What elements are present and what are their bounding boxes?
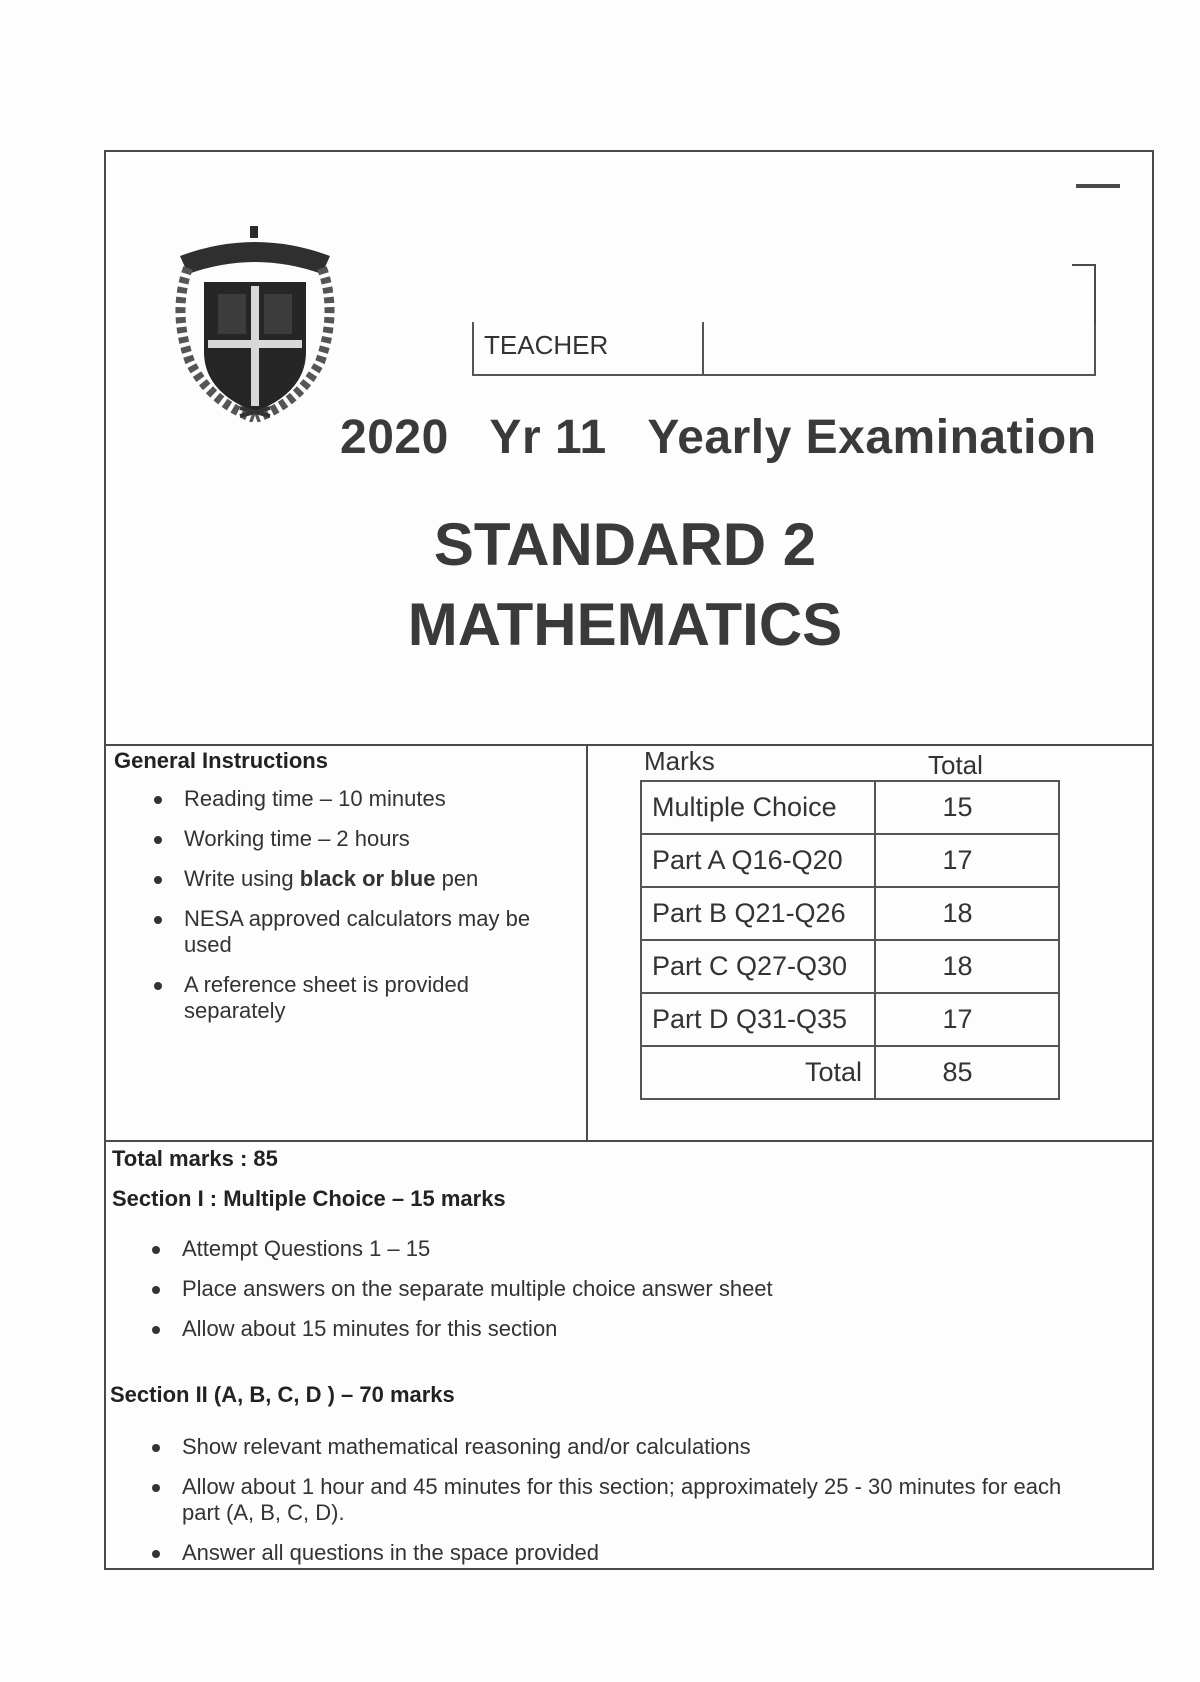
marks-row-label: Multiple Choice bbox=[641, 781, 875, 834]
marks-row-value: 15 bbox=[875, 781, 1059, 834]
list-item: Reading time – 10 minutes bbox=[150, 786, 570, 812]
total-marks: Total marks : 85 bbox=[112, 1146, 278, 1171]
teacher-box-frame bbox=[1094, 264, 1096, 324]
section-2-list bbox=[148, 1434, 1088, 1566]
table-row bbox=[641, 887, 1059, 940]
section-1-heading: Section I : Multiple Choice – 15 marks bbox=[112, 1186, 506, 1211]
exam-title: 2020 Yr 11 Yearly Examination bbox=[340, 411, 1097, 464]
scan-mark bbox=[1076, 184, 1120, 188]
pen-text-prefix: Write using bbox=[184, 866, 300, 891]
teacher-label: TEACHER bbox=[484, 330, 609, 360]
list-item: Allow about 1 hour and 45 minutes for this section; approximately 25 - 30 minutes for each part (A, B, C, D). bbox=[148, 1474, 1088, 1526]
pen-text-bold: black or blue bbox=[299, 866, 436, 891]
column-divider bbox=[586, 744, 588, 1140]
list-item: A reference sheet is provided separately bbox=[150, 972, 570, 1024]
total-heading: Total bbox=[928, 750, 983, 780]
table-row bbox=[641, 993, 1059, 1046]
teacher-box-corner bbox=[1072, 264, 1096, 266]
marks-row-value: 17 bbox=[875, 993, 1059, 1046]
list-item: Allow about 15 minutes for this section bbox=[148, 1316, 1048, 1342]
marks-row-label: Part B Q21-Q26 bbox=[641, 887, 875, 940]
marks-total-value: 85 bbox=[875, 1046, 1059, 1099]
list-item: Answer all questions in the space provided bbox=[148, 1540, 1088, 1566]
header-divider bbox=[104, 744, 1154, 746]
marks-row-value: 18 bbox=[875, 887, 1059, 940]
list-item: Show relevant mathematical reasoning and/or calculations bbox=[148, 1434, 1088, 1460]
marks-row-value: 18 bbox=[875, 940, 1059, 993]
list-item: Attempt Questions 1 – 15 bbox=[148, 1236, 1048, 1262]
subject-line-1: STANDARD 2 bbox=[433, 511, 817, 578]
list-item: NESA approved calculators may be used bbox=[150, 906, 570, 958]
marks-row-label: Part D Q31-Q35 bbox=[641, 993, 875, 1046]
table-row bbox=[641, 781, 1059, 834]
marks-heading: Marks bbox=[644, 746, 715, 776]
section-2-heading: Section II (A, B, C, D ) – 70 marks bbox=[110, 1382, 455, 1407]
section-1-list bbox=[148, 1236, 1048, 1342]
general-instructions-list bbox=[150, 786, 570, 1024]
table-row bbox=[641, 834, 1059, 887]
marks-total-label: Total bbox=[641, 1046, 875, 1099]
list-item bbox=[150, 866, 570, 892]
general-instructions-heading: General Instructions bbox=[114, 748, 328, 773]
list-item: Place answers on the separate multiple choice answer sheet bbox=[148, 1276, 1048, 1302]
marks-row-label: Part C Q27-Q30 bbox=[641, 940, 875, 993]
table-row bbox=[641, 940, 1059, 993]
marks-table bbox=[640, 780, 1060, 1100]
pen-text-suffix: pen bbox=[435, 866, 479, 891]
marks-row-value: 17 bbox=[875, 834, 1059, 887]
subject-line-2: MATHEMATICS bbox=[407, 591, 843, 658]
table-row bbox=[641, 1046, 1059, 1099]
marks-row-label: Part A Q16-Q20 bbox=[641, 834, 875, 887]
teacher-box bbox=[472, 322, 1096, 376]
teacher-box-separator bbox=[702, 322, 704, 374]
list-item: Working time – 2 hours bbox=[150, 826, 570, 852]
school-crest-icon bbox=[170, 222, 340, 422]
instructions-divider bbox=[104, 1140, 1154, 1142]
